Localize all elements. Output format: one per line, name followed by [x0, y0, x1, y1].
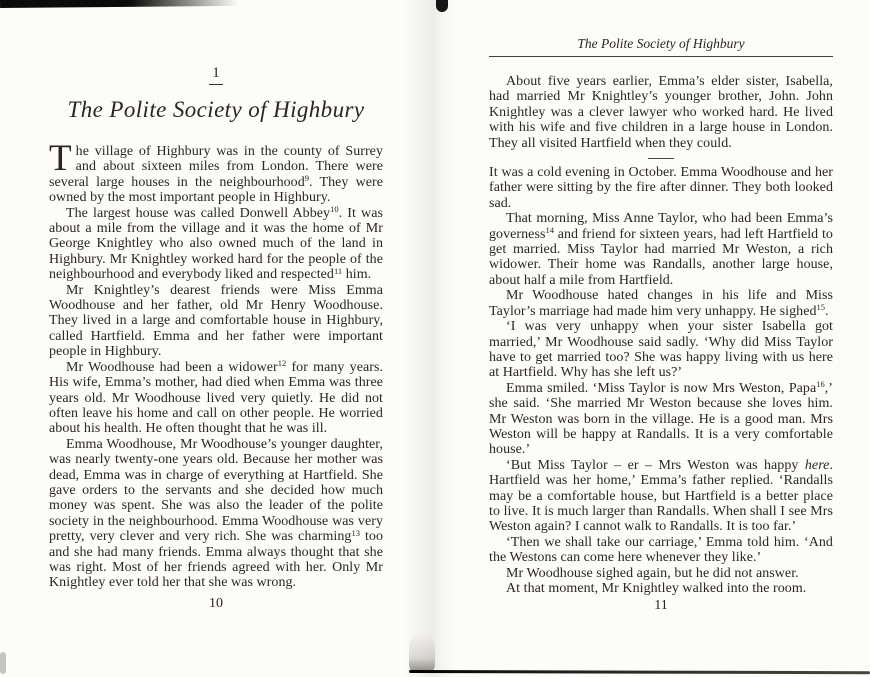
scan-artifact-gutter-notch [436, 0, 448, 12]
running-header: The Polite Society of Highbury [577, 36, 745, 51]
footnote-reference: 16 [816, 379, 825, 390]
paragraph: It was a cold evening in October. Emma Woodhouse and her father were sitting by the fire after dinner. They both looked sad. [489, 165, 833, 211]
paragraph: Emma Woodhouse, Mr Woodhouse’s younger daughter, was nearly twenty-one years old. Because her mother was dead, Emma was in charge of everything at Hartfield. She gave orders to the servants and she decided how much money was spent. She was also the leader of the polite society in the neighbourhood. Emma Woodhouse was very pretty, very clever and very rich. She was charming$^{13}$ too and she had many friends. Emma always thought that she was right. Most of her friends agreed with her. Only Mr Knightley ever told her that she was wrong. [49, 436, 383, 591]
paragraph: ‘But Miss Taylor – er – Mrs Weston was happy here. Hartfield was her home,’ Emma’s father replied. ‘Randalls may be a comfortable house, but Hartfield is a better place to live. It is much larger than Randalls. When shall I see Mrs Weston again? I cannot walk to Randalls. It is too far.’ [489, 457, 833, 535]
right-page-body [489, 74, 833, 596]
footnote-reference: 9 [304, 173, 310, 184]
paragraph: Mr Knightley’s dearest friends were Miss Emma Woodhouse and her father, old Mr Henry Woodhouse. They lived in a large and comfortable house in Highbury, called Hartfield. Emma and her father were important people in Highbury. [49, 282, 383, 360]
chapter-title: The Polite Society of Highbury [67, 97, 365, 122]
right-page [489, 36, 833, 596]
footnote-reference: 11 [333, 265, 343, 276]
section-divider [648, 158, 674, 159]
paragraph: At that moment, Mr Knightley walked into the room. [506, 581, 807, 596]
left-page-body [49, 138, 383, 591]
paragraph: Mr Woodhouse sighed again, but he did not answer. [506, 565, 799, 581]
scan-artifact-left-smudge [0, 652, 6, 674]
footnote-reference: 12 [277, 358, 287, 369]
paragraph: The largest house was called Donwell Abbey$^{10}$. It was about a mile from the village and it was the home of Mr George Knightley who also owned much of the land in Highbury. Mr Knightley worked hard for the people of the neighbourhood and everybody liked and respected$^{11}$ him. [49, 204, 383, 283]
page-number-right: 11 [654, 598, 668, 613]
left-page [49, 64, 383, 591]
scan-artifact-top-bar [0, 0, 238, 8]
footnote-reference: 13 [351, 527, 360, 538]
footnote-reference: 15 [816, 302, 826, 313]
emphasized-text: here [804, 457, 830, 473]
footnote-reference: 10 [330, 204, 339, 215]
scan-artifact-bottom-edge [409, 670, 870, 674]
chapter-number-block [49, 64, 383, 85]
paragraph: That morning, Miss Anne Taylor, who had been Emma’s governess$^{14}$ and friend for sixteen years, had left Hartfield to get married. Miss Taylor had married Mr Weston, a rich widower. Their home was Randalls, another large house, about half a mile from Hartfield. [489, 211, 833, 288]
chapter-number: 1 [209, 65, 223, 85]
paragraph: Emma smiled. ‘Miss Taylor is now Mrs Weston, Papa$^{16}$,’ she said. ‘She married Mr Weston because she loves him. Mr Weston was born in the village. He is a good man. Mrs Weston will be happy at Randalls. It is a very comfortable house.’ [489, 379, 833, 458]
drop-cap: T [49, 138, 72, 179]
paragraph: ‘I was very unhappy when your sister Isabella got married,’ Mr Woodhouse said sadly. ‘Why did Miss Taylor have to get married too? She was happy living with us here at Hartfield. Why has she left us?’ [489, 319, 833, 381]
page-gutter-shadow [403, 0, 457, 677]
running-header-rule [489, 56, 833, 57]
paragraph: ‘Then we shall take our carriage,’ Emma told him. ‘And the Westons can come here whenever they like.’ [489, 534, 833, 566]
paragraph: The village of Highbury was in the county of Surrey and about sixteen miles from London. There were several large houses in the neighbourhood$^9$. They were owned by the most important people in Highbury. [49, 138, 383, 206]
paragraph: Mr Woodhouse hated changes in his life and Miss Taylor’s marriage had made him very unhappy. He sighed$^{15}$. [489, 288, 833, 319]
footnote-reference: 14 [545, 225, 554, 236]
paragraph: Mr Woodhouse had been a widower$^{12}$ for many years. His wife, Emma’s mother, had died when Emma was three years old. Mr Woodhouse lived very quietly. He did not often leave his home and call on other people. He worried about his health. He often thought that he was ill. [49, 358, 383, 437]
paragraph: About five years earlier, Emma’s elder sister, Isabella, had married Mr Knightley’s younger brother, John. John Knightley was a clever lawyer who worked hard. He lived with his wife and five children in a large house in London. They all visited Hartfield when they could. [489, 74, 833, 151]
scan-artifact-gutter-bottom [409, 632, 435, 672]
page-number-left: 10 [209, 596, 223, 611]
